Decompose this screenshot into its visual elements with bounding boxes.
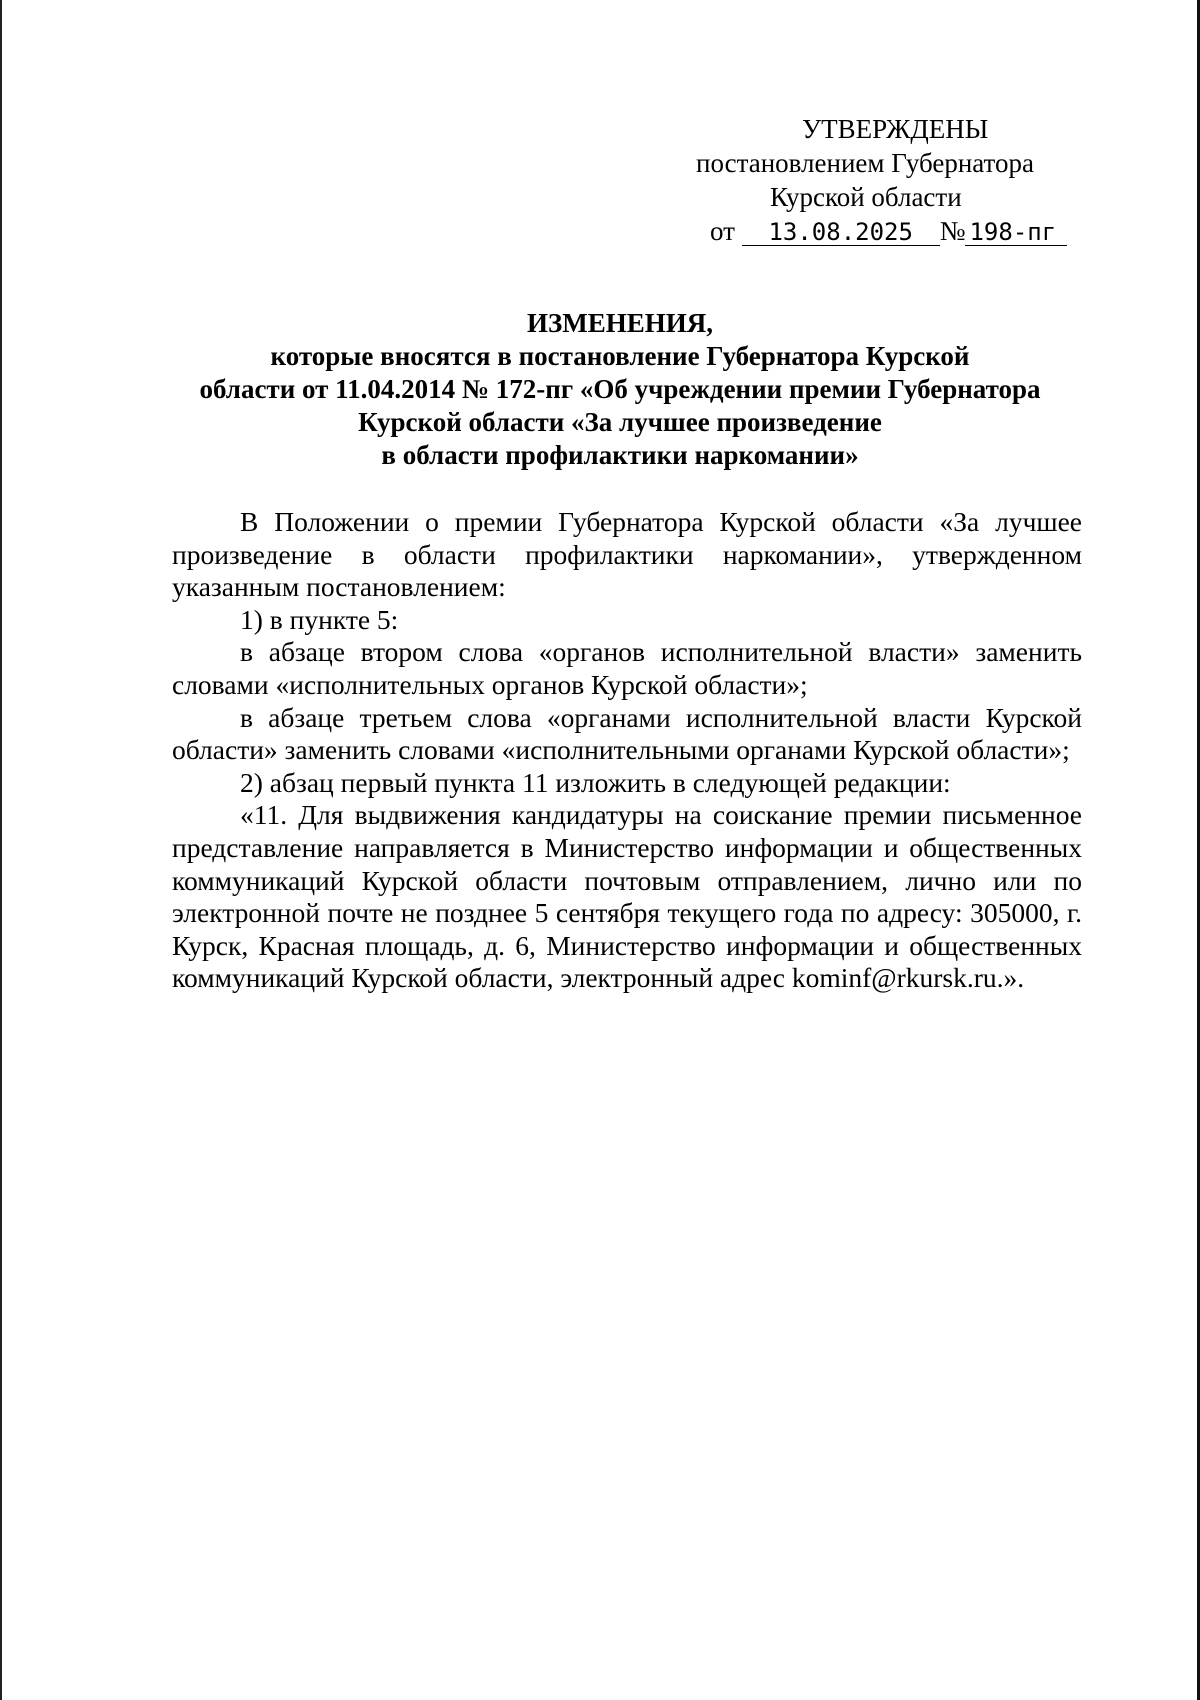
date-prefix: от (710, 216, 735, 246)
paragraph-item-2-text: «11. Для выдвижения кандидатуры на соискание премии письменное представление направляется в Министерство информации и общественных коммуникаций Курской области почтовым отправлением, лично или по электронной почте не позднее 5 сентября текущего года по адресу: 305000, г. Курск, Красная площадь, д. 6, Министерство информации и общественных коммуникаций Курской области, электронный адрес kominf@rkursk.ru.». (172, 799, 1082, 994)
number-prefix: № (939, 216, 966, 246)
title-line-3: Курской области «За лучшее произведение (358, 407, 882, 437)
paragraph-item-1-sub-1: в абзаце втором слова «органов исполнительной власти» заменить словами «исполнительных органов Курской области»; (172, 636, 1082, 700)
approval-by-line: постановлением Губернатора (696, 148, 1034, 178)
paragraph-item-1-sub-2: в абзаце третьем слова «органами исполнительной власти Курской области» заменить словами «исполнительными органами Курской области»; (172, 701, 1082, 766)
approval-number: 198-пг (965, 219, 1067, 246)
title-line-4: в области профилактики наркомании» (381, 440, 859, 470)
title-line-2: области от 11.04.2014 № 172-пг «Об учреждении премии Губернатора (199, 374, 1041, 404)
title-line-1: которые вносятся в постановление Губернатора Курской (270, 341, 970, 371)
approval-heading: УТВЕРЖДЕНЫ (802, 114, 989, 144)
paragraph-intro: В Положении о премии Губернатора Курской области «За лучшее произведение в области профилактики наркомании», утвержденном указанным постановлением: (172, 506, 1082, 603)
approval-block (690, 112, 1090, 248)
approval-date-line (690, 214, 1090, 248)
paragraph-item-2: 2) абзац первый пункта 11 изложить в следующей редакции: (240, 766, 951, 798)
document-title (160, 307, 1080, 472)
scan-edge-left (0, 0, 2, 1700)
document-body (172, 506, 1082, 995)
approval-region-line: Курской области (770, 182, 962, 212)
paragraph-item-1: 1) в пункте 5: (240, 603, 399, 635)
approval-date: 13.08.2025 (742, 219, 940, 246)
title-heading: ИЗМЕНЕНИЯ, (526, 308, 713, 338)
